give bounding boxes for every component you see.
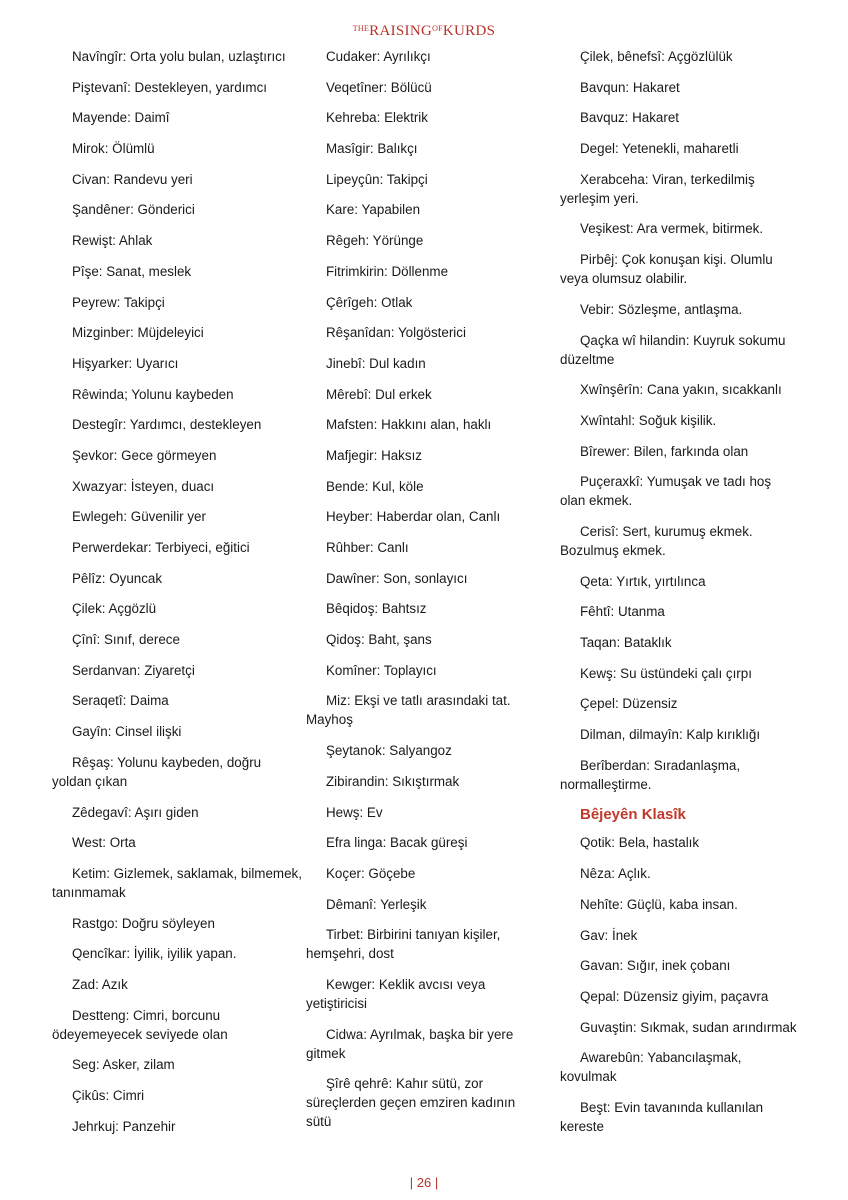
glossary-entry: Mafjegir: Haksız — [326, 447, 422, 463]
glossary-column-2 — [306, 47, 542, 1143]
glossary-entry: Awarebûn: Yabancılaşmak, kovulmak — [560, 1050, 742, 1085]
glossary-entry: Zibirandin: Sıkıştırmak — [326, 773, 460, 789]
glossary-entry: Piştevanî: Destekleyen, yardımcı — [72, 79, 267, 95]
glossary-entry: Xwîntahl: Soğuk kişilik. — [580, 412, 717, 428]
glossary-entry: Mirok: Ölümlü — [72, 141, 155, 157]
glossary-entry: Xwazyar: İsteyen, duacı — [72, 478, 215, 494]
glossary-entry: Qidoş: Baht, şans — [326, 632, 432, 648]
glossary-entry: Mizginber: Müjdeleyici — [72, 325, 204, 341]
glossary-entry: Komîner: Toplayıcı — [326, 662, 437, 678]
glossary-entry: Zad: Azık — [72, 976, 128, 992]
glossary-entry: Seg: Asker, zilam — [72, 1057, 175, 1073]
glossary-entry: Fitrimkirin: Döllenme — [326, 263, 449, 279]
glossary-entry: Dilman, dilmayîn: Kalp kırıklığı — [580, 727, 761, 743]
glossary-entry: Rewişt: Ahlak — [72, 233, 153, 249]
glossary-entry: Çepel: Düzensiz — [580, 696, 678, 712]
glossary-entry: Rêgeh: Yörünge — [326, 233, 424, 249]
glossary-entry: Ewlegeh: Güvenilir yer — [72, 509, 206, 525]
glossary-entry: Hewş: Ev — [326, 804, 383, 820]
glossary-entry: Seraqetî: Daima — [72, 693, 169, 709]
glossary-entry: Efra linga: Bacak güreşi — [326, 835, 468, 851]
glossary-entry: Cidwa: Ayrılmak, başka bir yere gitmek — [306, 1026, 514, 1061]
glossary-entry: Qencîkar: İyilik, iyilik yapan. — [72, 946, 237, 962]
glossary-entry: Şandêner: Gönderici — [72, 202, 195, 218]
glossary-entry: Serdanvan: Ziyaretçi — [72, 662, 195, 678]
glossary-entry: Guvaştin: Sıkmak, sudan arındırmak — [580, 1019, 797, 1035]
glossary-entry: Şeytanok: Salyangoz — [326, 743, 452, 759]
glossary-entry: Veqetîner: Bölücü — [326, 79, 432, 95]
glossary-entry: Civan: Randevu yeri — [72, 171, 193, 187]
glossary-entry: Cudaker: Ayrılıkçı — [326, 49, 431, 64]
glossary-entry: Bavqun: Hakaret — [580, 79, 680, 95]
glossary-column-1 — [52, 47, 302, 1147]
glossary-entry: Jehrkuj: Panzehir — [72, 1118, 176, 1134]
glossary-entry: Puçeraxkî: Yumuşak ve tadı hoş olan ekmek. — [560, 474, 772, 509]
page-number: | 26 | — [409, 1175, 439, 1190]
glossary-column-3 — [560, 47, 800, 1148]
glossary-entry: Mêrebî: Dul erkek — [326, 386, 432, 402]
glossary-entry: Rûhber: Canlı — [326, 540, 409, 555]
glossary-entry: Navîngîr: Orta yolu bulan, uzlaştırıcı — [72, 49, 286, 64]
glossary-entry: Pêlîz: Oyuncak — [72, 570, 163, 586]
section-title: Bêjeyên Klasîk — [580, 806, 686, 824]
glossary-entry: Bavquz: Hakaret — [580, 110, 679, 126]
glossary-entry: Mayende: Daimî — [72, 110, 170, 126]
glossary-entry: Koçer: Göçebe — [326, 865, 416, 881]
glossary-entry: Perwerdekar: Terbiyeci, eğitici — [72, 540, 250, 555]
glossary-entry: Xwînşêrîn: Cana yakın, sıcakkanlı — [580, 382, 782, 398]
glossary-entry: Tirbet: Birbirini tanıyan kişiler, hemşehri, dost — [306, 927, 501, 962]
glossary-entry: Çînî: Sınıf, derece — [72, 632, 180, 648]
glossary-entry: Rêwinda; Yolunu kaybeden — [72, 386, 234, 402]
glossary-entry: Qepal: Düzensiz giyim, paçavra — [580, 988, 769, 1004]
glossary-entry: West: Orta — [72, 835, 136, 851]
glossary-entry: Kewş: Su üstündeki çalı çırpı — [580, 665, 752, 681]
glossary-entry: Bende: Kul, köle — [326, 478, 424, 494]
glossary-entry: Qeta: Yırtık, yırtılınca — [580, 573, 706, 589]
glossary-entry: Heyber: Haberdar olan, Canlı — [326, 509, 501, 525]
glossary-entry: Ketim: Gizlemek, saklamak, bilmemek, tanınmamak — [52, 865, 302, 900]
glossary-entry: Çêrîgeh: Otlak — [326, 294, 413, 310]
glossary-entry: Mafsten: Hakkını alan, haklı — [326, 417, 492, 433]
header-of: OF — [432, 24, 443, 33]
glossary-entry: Degel: Yetenekli, maharetli — [580, 141, 739, 157]
glossary-entry: Kehreba: Elektrik — [326, 110, 428, 126]
header-kurds: KURDS — [442, 23, 496, 39]
glossary-entry: Fêhtî: Utanma — [580, 604, 665, 620]
glossary-entry: Şîrê qehrê: Kahır sütü, zor süreçlerden geçen emziren kadının sütü — [306, 1076, 516, 1130]
glossary-entry: Destegîr: Yardımcı, destekleyen — [72, 417, 262, 433]
glossary-entry: Vebir: Sözleşme, antlaşma. — [580, 301, 743, 317]
glossary-entry: Taqan: Bataklık — [580, 635, 672, 650]
glossary-entry: Hişyarker: Uyarıcı — [72, 355, 179, 371]
glossary-entry: Pirbêj: Çok konuşan kişi. Olumlu veya olumsuz olabilir. — [560, 252, 773, 287]
glossary-entry: Zêdegavî: Aşırı giden — [72, 804, 199, 820]
glossary-entry: Qotik: Bela, hastalık — [580, 835, 700, 851]
glossary-entry: Peyrew: Takipçi — [72, 294, 165, 310]
glossary-entry: Rêşanîdan: Yolgösterici — [326, 325, 466, 341]
glossary-entry: Lipeyçûn: Takipçi — [326, 171, 428, 187]
glossary-entry: Nêza: Açlık. — [580, 866, 651, 882]
glossary-entry: Berîberdan: Sıradanlaşma, normalleştirme. — [560, 757, 741, 792]
glossary-entry: Qaçka wî hilandin: Kuyruk sokumu düzeltme — [560, 332, 786, 367]
glossary-entry: Rêşaş: Yolunu kaybeden, doğru yoldan çıkan — [52, 754, 262, 789]
glossary-entry: Kewger: Keklik avcısı veya yetiştiricisi — [306, 976, 486, 1011]
glossary-entry: Gayîn: Cinsel ilişki — [72, 724, 182, 740]
glossary-entry: Pîşe: Sanat, meslek — [72, 263, 192, 279]
glossary-entry: Çilek, bênefsî: Açgözlülük — [580, 49, 733, 64]
glossary-entry: Gav: İnek — [580, 927, 638, 943]
glossary-entry: Dawîner: Son, sonlayıcı — [326, 570, 468, 586]
glossary-entry: Jinebî: Dul kadın — [326, 355, 426, 371]
glossary-entry: Nehîte: Güçlü, kaba insan. — [580, 896, 738, 912]
glossary-entry: Xerabceha: Viran, terkedilmiş yerleşim yeri. — [560, 171, 755, 206]
glossary-entry: Miz: Ekşi ve tatlı arasındaki tat. Mayhoş — [306, 693, 511, 728]
glossary-entry: Bêqidoş: Bahtsız — [326, 601, 427, 617]
glossary-entry: Bîrewer: Bilen, farkında olan — [580, 443, 749, 459]
header-the: THE — [352, 24, 370, 33]
header-raising: RAISING — [369, 23, 433, 39]
glossary-entry: Çikûs: Cimri — [72, 1088, 145, 1103]
glossary-entry: Masîgir: Balıkçı — [326, 141, 418, 157]
glossary-entry: Gavan: Sığır, inek çobanı — [580, 958, 731, 974]
glossary-entry: Destteng: Cimri, borcunu ödeyemeyecek seviyede olan — [52, 1007, 228, 1042]
glossary-entry: Dêmanî: Yerleşik — [326, 896, 427, 912]
glossary-entry: Beşt: Evin tavanında kullanılan kereste — [560, 1099, 764, 1134]
glossary-entry: Cerisî: Sert, kurumuş ekmek. Bozulmuş ekmek. — [560, 523, 753, 558]
glossary-entry: Kare: Yapabilen — [326, 202, 421, 218]
glossary-entry: Çilek: Açgözlü — [72, 601, 157, 617]
glossary-entry: Rastgo: Doğru söyleyen — [72, 915, 215, 931]
running-header — [0, 22, 848, 40]
glossary-entry: Veşikest: Ara vermek, bitirmek. — [580, 221, 764, 237]
glossary-entry: Şevkor: Gece görmeyen — [72, 447, 217, 463]
